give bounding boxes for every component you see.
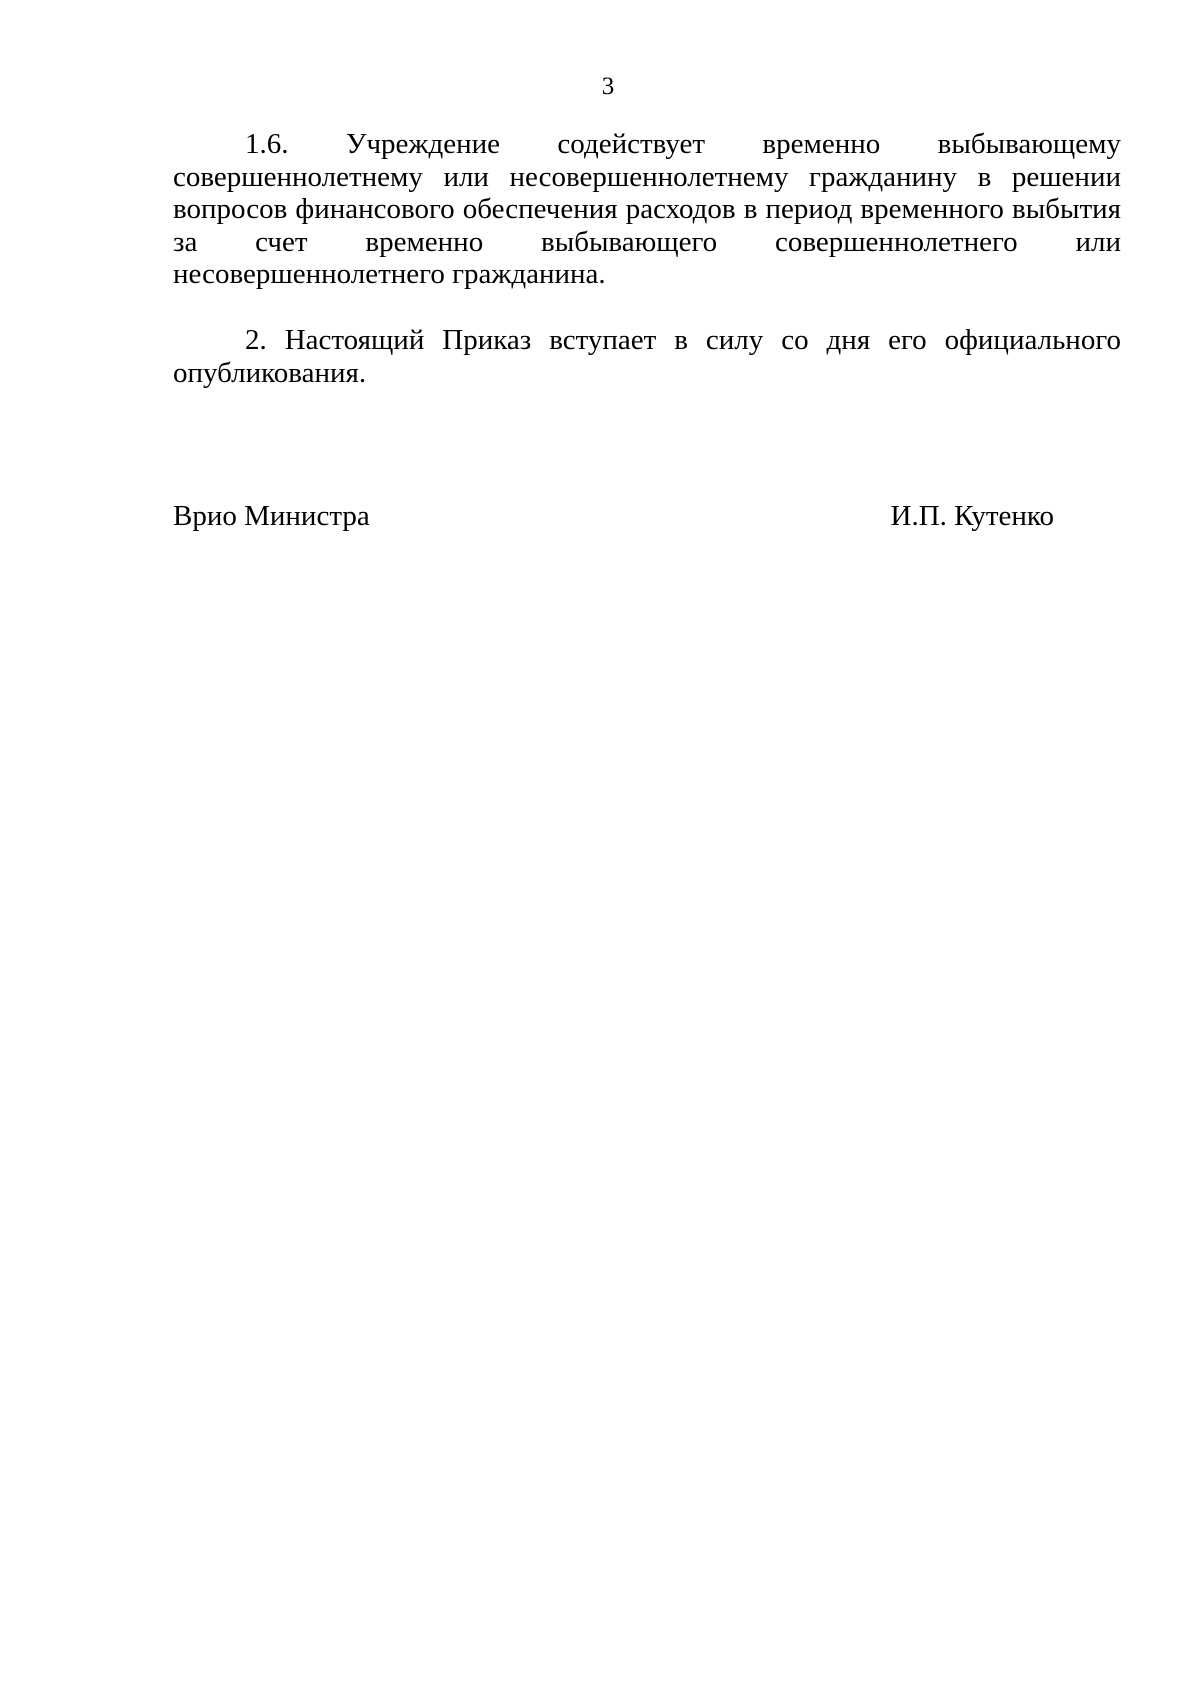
signature-block (173, 500, 1054, 532)
signatory-name: И.П. Кутенко (890, 500, 1054, 532)
paragraph-1-6: 1.6. Учреждение содействует временно выбывающему совершеннолетнему или несовершеннолетнему гражданину в решении вопросов финансового обеспечения расходов в период временного выбытия за счет временно выбывающего совершеннолетнего или несовершеннолетнего гражданина. (173, 128, 1121, 290)
paragraph-2: 2. Настоящий Приказ вступает в силу со дня его официального опубликования. (173, 324, 1121, 389)
signatory-position: Врио Министра (173, 500, 370, 532)
page-number: 3 (601, 73, 615, 100)
